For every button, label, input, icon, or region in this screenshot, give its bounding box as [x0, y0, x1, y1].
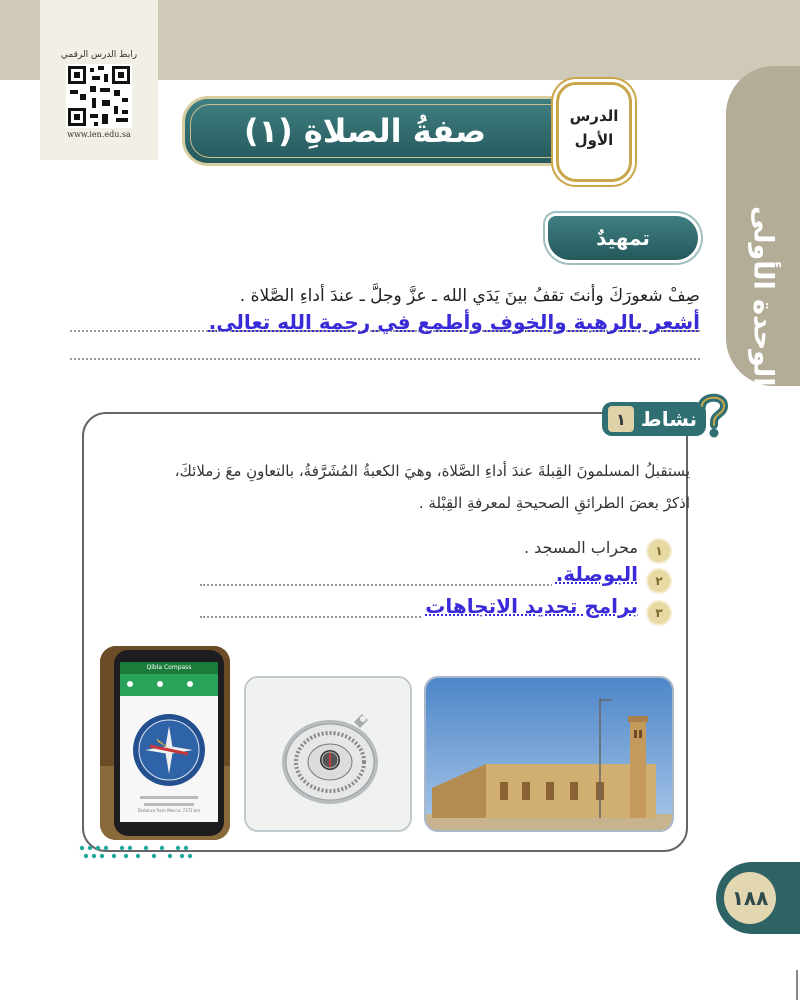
question-mark-icon [696, 392, 730, 438]
mosque-illustration [426, 678, 672, 830]
answer-line [70, 358, 700, 360]
qr-panel [40, 0, 158, 160]
activity-label: نشاط [640, 407, 698, 431]
lesson-badge-line2: الأول [574, 131, 614, 149]
activity-text-line1: يستقبلُ المسلمونَ القِبلةَ عندَ أداءِ الصَّلاة، وهيَ الكعبةُ المُشَرَّفةُ، بالتعاونِ معَ زملائكَ، [174, 462, 690, 480]
list-item [200, 562, 670, 596]
item-text: محراب المسجد . [523, 538, 638, 557]
lesson-badge [556, 82, 632, 182]
activity-tab [580, 392, 730, 438]
ministry-dots-logo [78, 844, 198, 862]
unit-tab [726, 66, 800, 386]
app-caption: Distance from Mecca: 7272 km [137, 808, 201, 813]
compass-illustration [246, 678, 410, 830]
item-number-badge: ١ [648, 540, 670, 562]
page-number-tab [716, 862, 800, 934]
intro-prompt: صِفْ شعورَكَ وأنتَ تقفُ بينَ يَدَي الله ـ عزَّ وجلَّ ـ عندَ أداءِ الصَّلاة . [239, 286, 700, 306]
item-answer[interactable]: البوصلة. [552, 562, 638, 586]
qr-code-icon[interactable] [66, 64, 132, 128]
intro-heading [548, 216, 698, 260]
site-url[interactable]: www.ien.edu.sa [67, 130, 131, 139]
lesson-badge-line1: الدرس [569, 107, 619, 125]
unit-title: الوحدة الأولى [747, 205, 779, 386]
mosque-photo [424, 676, 674, 832]
qr-caption: رابط الدرس الرقمي [60, 50, 138, 60]
activity-text-line2: اذكرْ بعضَ الطرائقِ الصحيحةِ لمعرفةِ القِبْلة . [418, 494, 690, 512]
page-edge-mark [796, 970, 798, 1000]
compass-photo [244, 676, 412, 832]
intro-label: تمهيدٌ [596, 226, 650, 250]
item-number-badge: ٣ [648, 602, 670, 624]
lesson-title: صفةُ الصلاةِ (١) [243, 112, 487, 150]
intro-answer[interactable]: أشعر بالرهبة والخوف وأطمع في رحمة الله تعالى. [208, 310, 700, 334]
app-title: Qibla Compass [146, 664, 192, 671]
lesson-banner [182, 96, 618, 166]
item-answer[interactable]: برامج تحديد الاتجاهات [421, 594, 638, 618]
list-item [200, 594, 670, 628]
item-number-badge: ٢ [648, 570, 670, 592]
page-number: ١٨٨ [724, 872, 776, 924]
qibla-app-phone-photo [100, 646, 230, 840]
activity-number: ١ [608, 406, 634, 432]
